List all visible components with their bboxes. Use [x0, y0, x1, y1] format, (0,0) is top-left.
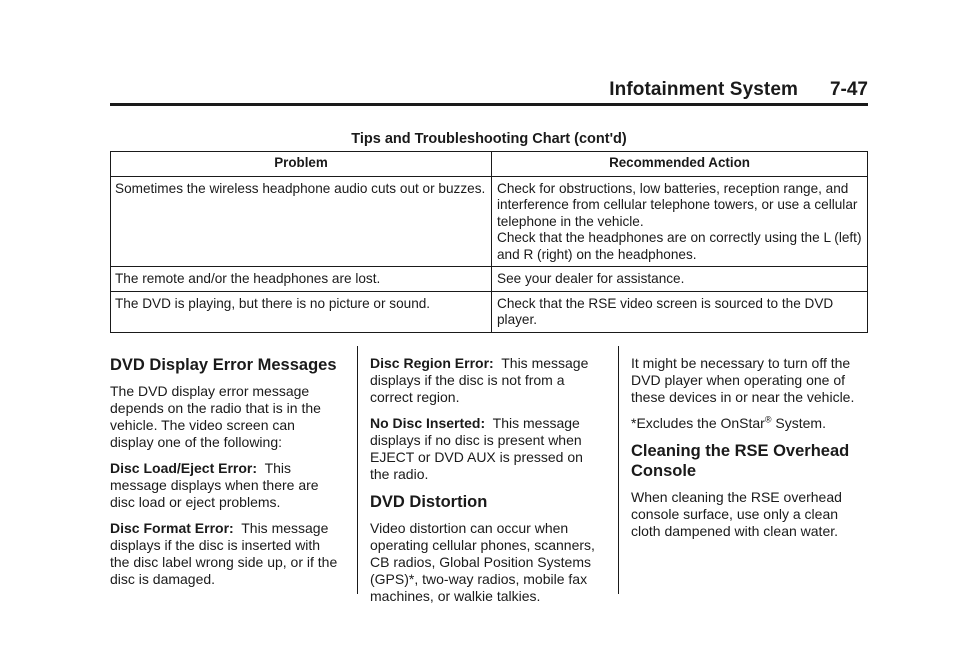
- action-cell: [492, 176, 868, 267]
- table-row: [111, 176, 868, 267]
- text-column-1: [110, 355, 342, 597]
- error-item-load-eject: [110, 460, 342, 511]
- section-heading-cleaning: Cleaning the RSE Overhead Console: [631, 442, 850, 480]
- column-divider: [618, 346, 619, 594]
- registered-mark: ®: [764, 414, 772, 425]
- action-text: See your dealer for assistance.: [497, 271, 685, 286]
- problem-cell: The remote and/or the headphones are lost.: [111, 267, 492, 292]
- problem-cell: Sometimes the wireless headphone audio cuts out or buzzes.: [111, 176, 492, 267]
- cleaning-text: When cleaning the RSE overhead console surface, use only a clean cloth dampened with clean water.: [631, 489, 842, 539]
- error-text: This message displays if the disc is inserted with the disc label wrong side up, or if the disc is damaged.: [110, 520, 338, 587]
- action-text: Check that the headphones are on correctly using the L (left) and R (right) on the headphones.: [497, 230, 862, 262]
- error-item-format: [110, 520, 342, 588]
- section-title: Infotainment System: [609, 79, 798, 100]
- error-text: This message displays if the disc is not from a correct region.: [370, 355, 589, 405]
- table-row: [111, 291, 868, 332]
- page-number: 7-47: [829, 79, 868, 100]
- action-text: Check for obstructions, low batteries, reception range, and interference from cellular telephone towers, or use a cellular telephone in the vehicle.: [497, 180, 858, 229]
- dvd-errors-intro: The DVD display error message depends on the radio that is in the vehicle. The video screen can display one of the following:: [110, 383, 321, 450]
- error-item-region: [370, 355, 602, 406]
- footnote-text: *Excludes the OnStar: [631, 415, 765, 431]
- action-cell: [492, 291, 868, 332]
- text-column-2: [370, 355, 602, 614]
- error-label: Disc Load/Eject Error:: [110, 460, 258, 476]
- distortion-text-continued: It might be necessary to turn off the DVD player when operating one of these devices in or near the vehicle.: [631, 355, 855, 405]
- table-row: [111, 267, 868, 292]
- column-header-problem: Problem: [111, 152, 492, 177]
- error-label: Disc Region Error:: [370, 355, 494, 371]
- error-label: No Disc Inserted:: [370, 415, 486, 431]
- table-header-row: [111, 152, 868, 177]
- footnote: [631, 415, 863, 432]
- problem-cell: The DVD is playing, but there is no picture or sound.: [111, 291, 492, 332]
- troubleshooting-table: [110, 151, 868, 333]
- error-text: This message displays if no disc is present when EJECT or DVD AUX is pressed on the radio.: [370, 415, 583, 482]
- error-item-no-disc: [370, 415, 602, 483]
- section-heading-dvd-errors: DVD Display Error Messages: [110, 356, 337, 374]
- column-divider: [357, 346, 358, 594]
- action-cell: [492, 267, 868, 292]
- error-label: Disc Format Error:: [110, 520, 234, 536]
- column-header-action: Recommended Action: [492, 152, 868, 177]
- footnote-text-end: System.: [771, 415, 826, 431]
- header-rule: [110, 103, 868, 106]
- section-heading-distortion: DVD Distortion: [370, 493, 488, 511]
- action-text: Check that the RSE video screen is sourced to the DVD player.: [497, 295, 834, 327]
- page-header: [110, 79, 868, 103]
- distortion-text: Video distortion can occur when operating cellular phones, scanners, CB radios, Global Position Systems (GPS)*, two-way radios, mobile fax machines, or walkie talkies.: [370, 520, 595, 604]
- error-text: This message displays when there are disc load or eject problems.: [110, 460, 319, 510]
- chart-title: Tips and Troubleshooting Chart (cont'd): [351, 131, 627, 147]
- text-column-3: [631, 355, 863, 549]
